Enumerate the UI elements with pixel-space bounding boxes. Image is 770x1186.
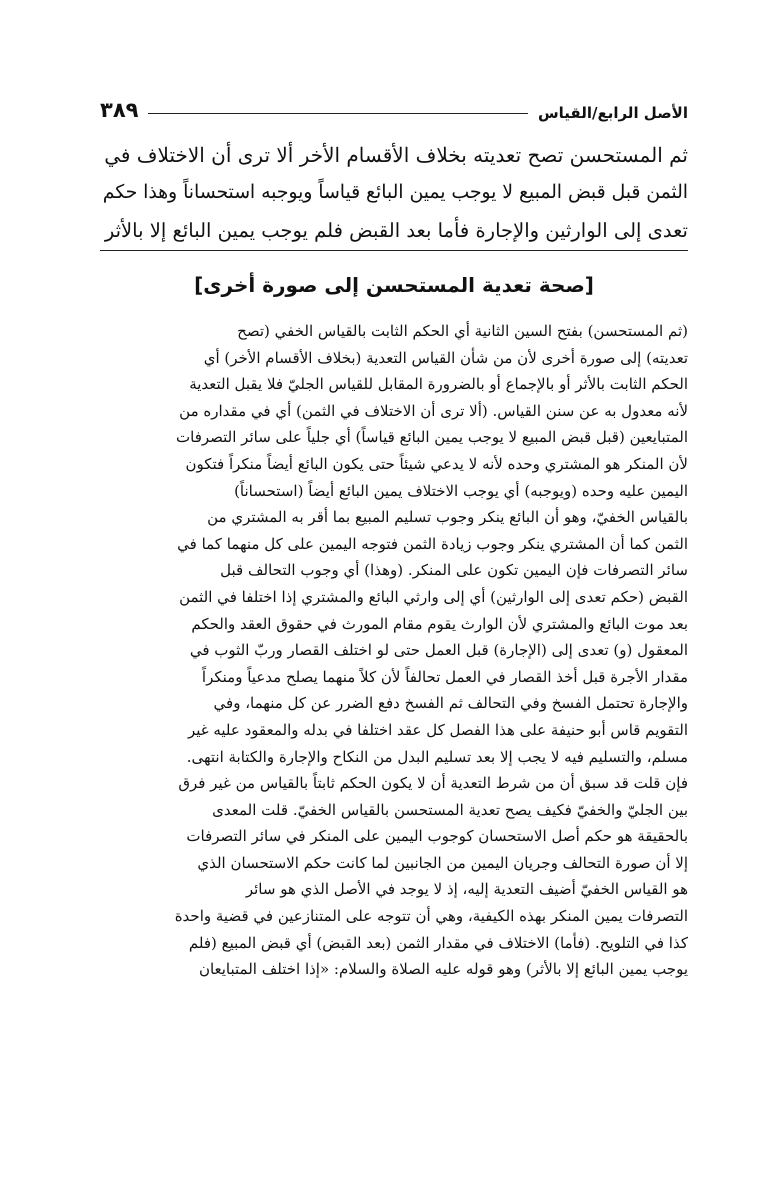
main-text-line: ثم المستحسن تصح تعديته بخلاف الأقسام الأخر ألا ترى أن الاختلاف في <box>104 143 688 167</box>
commentary-line: (ثم المستحسن) بفتح السين الثانية أي الحكم الثابت بالقياس الخفي (تصح <box>237 322 688 340</box>
commentary-line: تعديته) إلى صورة أخرى لأن من شأن القياس التعدية (بخلاف الأقسام الأخر) أي <box>203 348 688 367</box>
page-number: ٣٨٩ <box>100 98 139 122</box>
commentary-line: التصرفات يمين المنكر بهذه الكيفية، وهي أن تتوجه على المتنازعين في قضية واحدة <box>174 907 688 926</box>
commentary-line: بين الجليّ والخفيّ فكيف يصح تعدية المستحسن بالقياس الخفيّ. قلت المعدى <box>212 800 688 819</box>
commentary-line: لأن المنكر هو المشتري وحده لأنه لا يدعي شيئاً حتى يكون البائع أيضاً منكراً فتكون <box>185 454 688 473</box>
commentary-line: مسلم، والتسليم فيه لا يجب إلا بعد تسليم البدل من النكاح والإجارة والكتابة انتهى. <box>186 747 688 766</box>
main-text-line: تعدى إلى الوارثين والإجارة فأما بعد القبض فلم يوجب يمين البائع إلا بالأثر <box>104 219 688 242</box>
main-text-line: الثمن قبل قبض المبيع لا يوجب يمين البائع قياساً ويوجبه استحساناً وهذا حكم <box>102 182 688 203</box>
commentary-line: هو القياس الخفيّ أضيف التعدية إليه، إذ لا يوجد في الأصل الذي هو سائر <box>245 880 688 899</box>
commentary-line: التقويم قاس أبو حنيفة على هذا الفصل كل عقد اختلفا في بدله والمعقود عليه غير <box>187 720 688 739</box>
main-text <box>100 136 688 250</box>
commentary-line: يوجب يمين البائع إلا بالأثر) وهو قوله عليه الصلاة والسلام: «إذا اختلف المتبايعان <box>198 960 688 979</box>
commentary-line: والإجارة تحتمل الفسخ وفي التحالف ثم الفسخ دفع الضرر عن كل منهما، وفي <box>213 694 688 713</box>
commentary-line: الحكم الثابت بالأثر أو بالإجماع أو بالضرورة المقابل للقياس الجليّ فلا يقبل التعدية <box>189 375 688 394</box>
page-header <box>100 88 688 122</box>
commentary-line: فإن قلت قد سبق أن من شرط التعدية أن لا يكون الحكم ثابتاً بالقياس من غير فرق <box>178 774 688 793</box>
section-divider <box>100 250 688 251</box>
commentary-line: المعقول (و) تعدى إلى (الإجارة) قبل العمل حتى لو اختلف القصار وربّ الثوب في <box>189 641 688 660</box>
commentary-line: القبض (حكم تعدى إلى الوارثين) أي إلى وارثي البائع والمشتري إذا اختلفا في الثمن <box>179 587 688 606</box>
header-rule <box>148 113 528 114</box>
commentary-line: بالقياس الخفيّ، وهو أن البائع ينكر وجوب تسليم المبيع بما أقر به المشتري من <box>207 508 688 527</box>
commentary-line: الثمن كما أن المشتري ينكر وجوب زيادة الثمن فتوجه اليمين على كل منهما كما في <box>177 534 688 553</box>
commentary-line: كذا في التلويح. (فأما) الاختلاف في مقدار الثمن (بعد القبض) أي قبض المبيع (فلم <box>188 933 688 952</box>
commentary-line: بالحقيقة هو حكم أصل الاستحسان كوجوب اليمين على المنكر في سائر التصرفات <box>186 827 688 846</box>
running-title: الأصل الرابع/القياس <box>537 104 688 122</box>
commentary-line: مقدار الأجرة قبل أخذ القصار في العمل تحالفاً لأن كلاً منهما يصلح مدعياً ومنكراً <box>201 667 688 686</box>
commentary-line: لأنه معدول به عن سنن القياس. (ألا ترى أن الاختلاف في الثمن) أي في مقداره من <box>179 401 688 420</box>
commentary-line: سائر التصرفات فإن اليمين تكون على المنكر. (وهذا) أي وجوب التحالف قبل <box>220 561 688 580</box>
commentary-line: المتبايعين (قبل قبض المبيع لا يوجب يمين البائع قياساً) أي جلياً على سائر التصرفات <box>176 428 688 447</box>
commentary-line: بعد موت البائع والمشتري لأن الوارث يقوم مقام المورث في حقوق العقد والحكم <box>191 614 688 633</box>
section-heading: [صحة تعدية المستحسن إلى صورة أخرى] <box>194 273 594 297</box>
commentary-line: إلا أن صورة التحالف وجريان اليمين من الجانبين لما كانت حكم الاستحسان الذي <box>197 853 688 872</box>
commentary-text <box>100 318 688 983</box>
commentary-line: اليمين عليه وحده (ويوجبه) أي يوجب الاختلاف يمين البائع أيضاً (استحساناً) <box>234 481 688 500</box>
